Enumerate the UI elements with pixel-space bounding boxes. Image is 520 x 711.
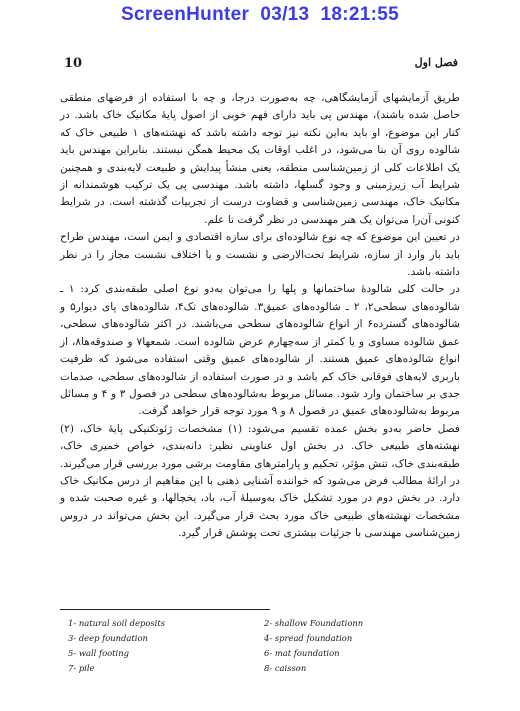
body-text [60, 90, 460, 543]
paragraph: در حالت کلی شالودهٔ ساختمانها و پلها را می‌توان به‌دو نوع اصلی طبقه‌بندی کرد: ۱ ـ شالوده‌های سطحی۲، ۲ ـ شالوده‌های عمیق۳. شالوده‌های تک۴، شالوده‌های پای دیوار۵ و شالوده‌های گسترده۶ از انواع شالوده‌های سطحی می‌باشند. در اکثر شالوده‌های سطحی، عمق شالوده مساوی و یا کمتر از سه‌چهارم عرض شالوده است. شمعها۷ و صندوقه‌ها۸، از انواع شالوده‌های عمیق هستند. از شالوده‌های عمیق وقتی استفاده می‌شود که ظرفیت باربری لایه‌های فوقانی خاک کم باشد و در صورت استفاده از شالوده‌های سطحی، صدمات جدی بر ساختمان وارد شود. مسائل مربوط به‌شالوده‌های سطحی در فصول ۳ و ۴ و مسائل مربوط به‌شالوده‌های عمیق در فصول ۸ و ۹ مورد توجه قرار خواهد گرفت. [60, 283, 461, 418]
footnote: 4- spread foundation [264, 633, 353, 643]
footnote: 1- natural soil deposits [68, 618, 166, 628]
chapter-title: فصل اول [414, 56, 458, 69]
footnote: 2- shallow Foundationn [264, 618, 364, 628]
paragraph: فصل حاضر به‌دو بخش عمده تقسیم می‌شود: (۱) مشخصات ژئوتکنیکی پایهٔ خاک، (۲) نهشته‌های طبیعی خاک. در بخش اول عناوینی نظیر: دانه‌بندی، خواص خمیری خاک، طبقه‌بندی خاک، تنش مؤثر، تحکیم و پارامترهای مقاومت برشی مورد بررسی قرار می‌گیرند. در ارائهٔ مطالب فرض می‌شود که خواننده آشنایی ذهنی با این مفاهیم از درس مکانیک خاک دارد. در بخش دوم در مورد تشکیل خاک به‌وسیلهٔ آب، باد، یخچالها، و غیره صحبت شده و مشخصات نهشته‌های طبیعی خاک مورد بحث قرار می‌گیرد. این بخش می‌تواند در دروس زمین‌شناسی مهندسی با جزئیات بیشتری تحت پوشش قرار گیرد. [60, 422, 460, 540]
footnotes [68, 616, 368, 675]
footnote: 6- mat foundation [264, 648, 340, 658]
footnote: 5- wall footing [68, 648, 129, 658]
footnote: 3- deep foundation [68, 633, 148, 643]
page-number: 10 [64, 56, 83, 71]
footnote: 7- pile [68, 663, 95, 673]
page-header [64, 56, 458, 74]
footnote: 8- caisson [264, 663, 307, 673]
footnote-divider [60, 609, 270, 610]
paragraph: در تعیین این موضوع که چه نوع شالوده‌ای برای سازه اقتصادی و ایمن است، مهندس طراح باید بار وارد از سازه، شرایط تحت‌الارضی و نشست و یا اختلاف نشست مجاز را در نظر داشته باشد. [60, 231, 460, 279]
paragraph: طریق آزمایشهای آزمایشگاهی، چه به‌صورت درجا، و چه با استفاده از فرضهای منطقی حاصل شده باشند)، مهندس پی باید دارای فهم خوبی از اصول پایهٔ مکانیک خاک باشد. در کنار این موضوع، او باید به‌این نکته نیز توجه داشته باشد که نهشته‌های ۱ طبیعی خاک که شالوده روی آن بنا می‌شود، در اغلب اوقات یک محیط همگن نیستند. بنابراین مهندس باید یک اطلاعات کلی از زمین‌شناسی منطقه، یعنی منشأ پیدایش و طبیعت لایه‌بندی و همچنین شرایط آب زیرزمینی و وجود گسلها، داشته باشد. مهندسی پی یک ترکیب هوشمندانه از مکانیک خاک، مهندسی زمین‌شناسی و قضاوت درست از تجربیات گذشته است. در شرایط کنونی آن‌را می‌توان یک هنر مهندسی در نظر گرفت تا علم. [60, 92, 460, 226]
screenshot-timestamp-banner: ScreenHunter 03/13 18:21:55 [120, 4, 399, 25]
